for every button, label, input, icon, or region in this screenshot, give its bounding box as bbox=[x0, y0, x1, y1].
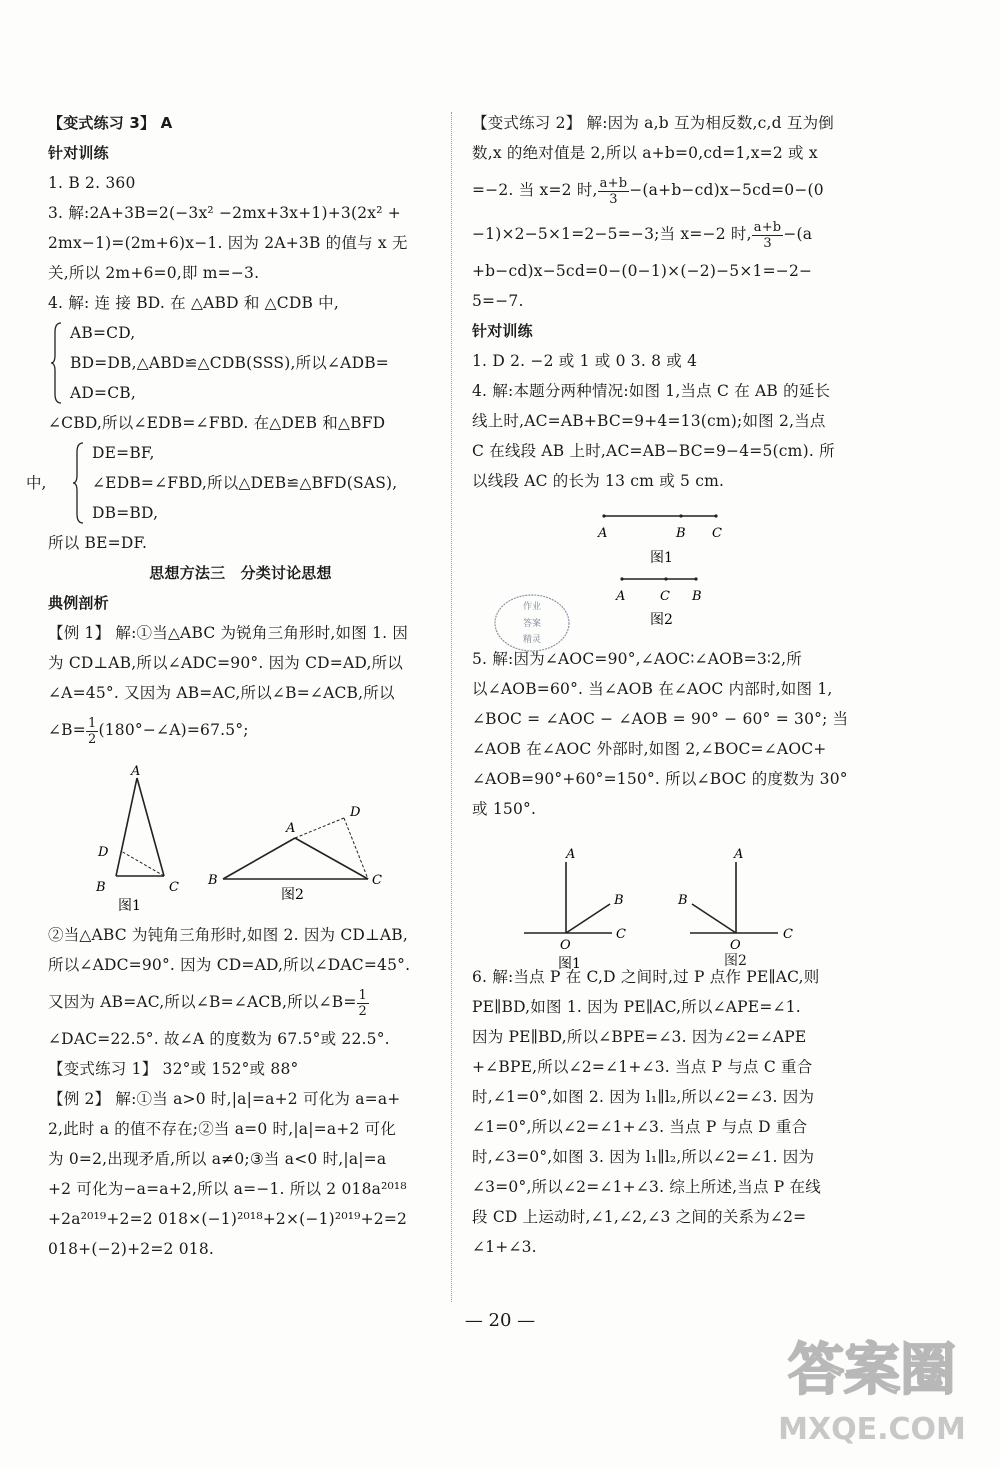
point-label-A: A bbox=[566, 847, 576, 862]
text-line: ∠A=45°. 又因为 AB=AC,所以∠B=∠ACB,所以 bbox=[48, 684, 395, 702]
brace-icon bbox=[72, 442, 84, 524]
text-line: ∠CBD,所以∠EDB=∠FBD. 在△DEB 和△BFD bbox=[48, 414, 386, 432]
figure-label-1: 图1 bbox=[650, 550, 673, 566]
text-line: +2a²⁰¹⁹+2=2 018×(−1)²⁰¹⁸+2×(−1)²⁰¹⁹+2=2 bbox=[48, 1210, 408, 1228]
brace-line: ∠EDB=∠FBD,所以△DEB≌△BFD(SAS), bbox=[92, 474, 398, 492]
brace-prefix: 中, bbox=[26, 474, 47, 492]
figure-label-1: 图1 bbox=[558, 956, 581, 972]
text-line: 5. 解:因为∠AOC=90°,∠AOC∶∠AOB=3∶2,所 bbox=[472, 650, 803, 668]
text-line: ∠1=0°,所以∠2=∠1+∠3. 当点 P 与点 D 重合 bbox=[472, 1118, 808, 1136]
text-line: 【例 2】 解:①当 a>0 时,|a|=a+2 可化为 a=a+ bbox=[48, 1090, 401, 1108]
figure-label-2: 图2 bbox=[650, 612, 673, 628]
point-label-A: A bbox=[734, 847, 744, 862]
text-line: ∠AOB=90°+60°=150°. 所以∠BOC 的度数为 30° bbox=[472, 770, 848, 788]
text-line: ∠AOB 在∠AOC 外部时,如图 2,∠BOC=∠AOC+ bbox=[472, 740, 827, 758]
text-line: +∠BPE,所以∠2=∠1+∠3. 当点 P 与点 C 重合 bbox=[472, 1058, 813, 1076]
svg-text:答案圈: 答案圈 bbox=[788, 1338, 956, 1403]
point-label-C: C bbox=[616, 927, 626, 942]
point-label-B: B bbox=[614, 893, 624, 908]
figure-1-angle bbox=[524, 847, 626, 972]
text-line: PE∥BD,如图 1. 因为 PE∥AC,所以∠APE=∠1. bbox=[472, 998, 801, 1016]
answers-1-3: 1. D 2. −2 或 1 或 0 3. 8 或 4 bbox=[472, 352, 698, 370]
point-label-C: C bbox=[169, 880, 179, 895]
brace-icon bbox=[50, 322, 62, 404]
figure-2-angle bbox=[677, 847, 793, 953]
exercise-3: 【变式练习 3】 A bbox=[48, 114, 173, 132]
figure-1-segment bbox=[597, 514, 722, 566]
section-heading: 思想方法三 分类讨论思想 bbox=[149, 564, 332, 582]
figure-label-2: 图2 bbox=[724, 953, 747, 969]
point-label-O: O bbox=[560, 938, 571, 953]
point-label-A: A bbox=[286, 821, 296, 836]
figure-label-2: 图2 bbox=[281, 887, 304, 903]
brace-line: DE=BF, bbox=[92, 444, 155, 462]
exercise-2: 【变式练习 2】 解:因为 a,b 互为相反数,c,d 互为倒 bbox=[472, 114, 834, 132]
text-line: 又因为 AB=AC,所以∠B=∠ACB,所以∠B= $\frac{1}{2}$ bbox=[48, 987, 367, 1019]
exercise-1: 【变式练习 1】 32°或 152°或 88° bbox=[48, 1060, 299, 1078]
text-line: 【例 1】 解:①当△ABC 为锐角三角形时,如图 1. 因 bbox=[48, 624, 409, 642]
text-line: 数,x 的绝对值是 2,所以 a+b=0,cd=1,x=2 或 x bbox=[472, 144, 818, 162]
text-line: 所以∠ADC=90°. 因为 CD=AD,所以∠DAC=45°. bbox=[48, 956, 411, 974]
text-line: 因为 PE∥BD,所以∠BPE=∠3. 因为∠2=∠APE bbox=[472, 1028, 807, 1046]
point-label-B: B bbox=[208, 873, 218, 888]
text-line: 所以 BE=DF. bbox=[48, 534, 148, 552]
text-line: 时,∠3=0°,如图 3. 因为 l₁∥l₂,所以∠2=∠1. 因为 bbox=[472, 1148, 815, 1166]
brace-system-2 bbox=[26, 438, 433, 528]
text-line: 关,所以 2m+6=0,即 m=−3. bbox=[48, 264, 260, 282]
point-label-O: O bbox=[730, 938, 741, 953]
point-label-B: B bbox=[96, 880, 106, 895]
svg-text:精灵: 精灵 bbox=[522, 635, 542, 645]
text-line: 2,此时 a 的值不存在;②当 a=0 时,|a|=a+2 可化 bbox=[48, 1120, 397, 1138]
brace-line: DB=BD, bbox=[92, 504, 159, 522]
figure-label-1: 图1 bbox=[118, 898, 141, 914]
fraction: $\frac{1}{2}$ bbox=[358, 987, 367, 1019]
section-examples: 典例剖析 bbox=[48, 594, 109, 612]
point-label-A: A bbox=[131, 764, 141, 779]
column-divider bbox=[451, 112, 452, 1302]
text-line: −1)×2−5×1=2−5=−3;当 x=−2 时, $\frac{a+b}{3}$ −(a bbox=[472, 219, 813, 251]
brace-system-1 bbox=[48, 318, 433, 408]
figure-2-segment bbox=[615, 577, 702, 628]
text-line: ∠B= $\frac{1}{2}$ (180°−∠A)=67.5°; bbox=[48, 715, 249, 747]
stamp-logo bbox=[492, 592, 572, 654]
triangle-figures bbox=[48, 756, 433, 916]
figure-1-acute-triangle bbox=[95, 764, 179, 914]
svg-text:答案: 答案 bbox=[522, 619, 542, 629]
text-line: 为 0=2,出现矛盾,所以 a≠0;③当 a<0 时,|a|=a bbox=[48, 1150, 387, 1168]
text-line: 6. 解:当点 P 在 C,D 之间时,过 P 点作 PE∥AC,则 bbox=[472, 968, 820, 986]
point-label-C: C bbox=[712, 526, 722, 541]
fraction: $\frac{a+b}{3}$ bbox=[599, 175, 628, 207]
point-label-A: A bbox=[598, 526, 608, 541]
text-line: 4. 解: 连 接 BD. 在 △ABD 和 △CDB 中, bbox=[48, 294, 340, 312]
text-line: 以线段 AC 的长为 13 cm 或 5 cm. bbox=[472, 472, 725, 490]
text-line: 018+(−2)+2=2 018. bbox=[48, 1240, 215, 1258]
text-line: 或 150°. bbox=[472, 800, 537, 818]
point-label-B: B bbox=[692, 589, 702, 604]
text-line: =−2. 当 x=2 时, $\frac{a+b}{3}$ −(a+b−cd)x−5cd=0−(0 bbox=[472, 175, 824, 207]
text-line: 线上时,AC=AB+BC=9+4=13(cm);如图 2,当点 bbox=[472, 412, 826, 430]
text-line: ∠1+∠3. bbox=[472, 1238, 537, 1256]
text-line: ∠BOC = ∠AOC − ∠AOB = 90° − 60° = 30°; 当 bbox=[472, 710, 849, 728]
text-line: 段 CD 上运动时,∠1,∠2,∠3 之间的关系为∠2= bbox=[472, 1208, 807, 1226]
point-label-C: C bbox=[372, 873, 382, 888]
point-label-B: B bbox=[676, 526, 686, 541]
text-line: 以∠AOB=60°. 当∠AOB 在∠AOC 内部时,如图 1, bbox=[472, 680, 833, 698]
brace-line: BD=DB,△ABD≌△CDB(SSS),所以∠ADB= bbox=[70, 354, 389, 372]
text-line: ∠DAC=22.5°. 故∠A 的度数为 67.5°或 22.5°. bbox=[48, 1030, 390, 1048]
section-practice: 针对训练 bbox=[472, 322, 533, 340]
text-line: ∠3=0°,所以∠2=∠1+∠3. 综上所述,当点 P 在线 bbox=[472, 1178, 821, 1196]
svg-text:MXQE.COM: MXQE.COM bbox=[778, 1412, 966, 1447]
section-practice: 针对训练 bbox=[48, 144, 109, 162]
right-column bbox=[472, 108, 857, 1262]
point-label-D: D bbox=[350, 805, 361, 820]
text-line: 时,∠1=0°,如图 2. 因为 l₁∥l₂,所以∠2=∠3. 因为 bbox=[472, 1088, 815, 1106]
left-column bbox=[26, 108, 433, 1264]
point-label-D: D bbox=[98, 845, 109, 860]
figure-2-obtuse-triangle bbox=[207, 805, 382, 903]
fraction: $\frac{1}{2}$ bbox=[87, 715, 97, 747]
svg-text:作业: 作业 bbox=[522, 602, 542, 612]
point-label-C: C bbox=[660, 589, 670, 604]
text-line: +b−cd)x−5cd=0−(0−1)×(−2)−5×1=−2− bbox=[472, 262, 813, 280]
text-line: C 在线段 AB 上时,AC=AB−BC=9−4=5(cm). 所 bbox=[472, 442, 835, 460]
text-line: 2mx−1)=(2m+6)x−1. 因为 2A+3B 的值与 x 无 bbox=[48, 234, 408, 252]
text-line: 5=−7. bbox=[472, 292, 524, 310]
brace-line: AB=CD, bbox=[70, 324, 136, 342]
text-line: 3. 解:2A+3B=2(−3x² −2mx+3x+1)+3(2x² + bbox=[48, 204, 401, 222]
text-line: +2 可化为−a=a+2,所以 a=−1. 所以 2 018a²⁰¹⁸ bbox=[48, 1180, 407, 1198]
text-line: ②当△ABC 为钝角三角形时,如图 2. 因为 CD⊥AB, bbox=[48, 926, 408, 944]
brace-line: AD=CB, bbox=[70, 384, 136, 402]
point-label-A: A bbox=[616, 589, 626, 604]
text-line: 为 CD⊥AB,所以∠ADC=90°. 因为 CD=AD,所以 bbox=[48, 654, 403, 672]
watermark-logo bbox=[762, 1309, 982, 1459]
page-number: — 20 — bbox=[464, 1310, 536, 1331]
fraction: $\frac{a+b}{3}$ bbox=[753, 219, 782, 251]
point-label-C: C bbox=[783, 927, 793, 942]
point-label-B: B bbox=[678, 893, 688, 908]
text-line: 4. 解:本题分两种情况:如图 1,当点 C 在 AB 的延长 bbox=[472, 382, 831, 400]
answers-1-2: 1. B 2. 360 bbox=[48, 174, 136, 192]
